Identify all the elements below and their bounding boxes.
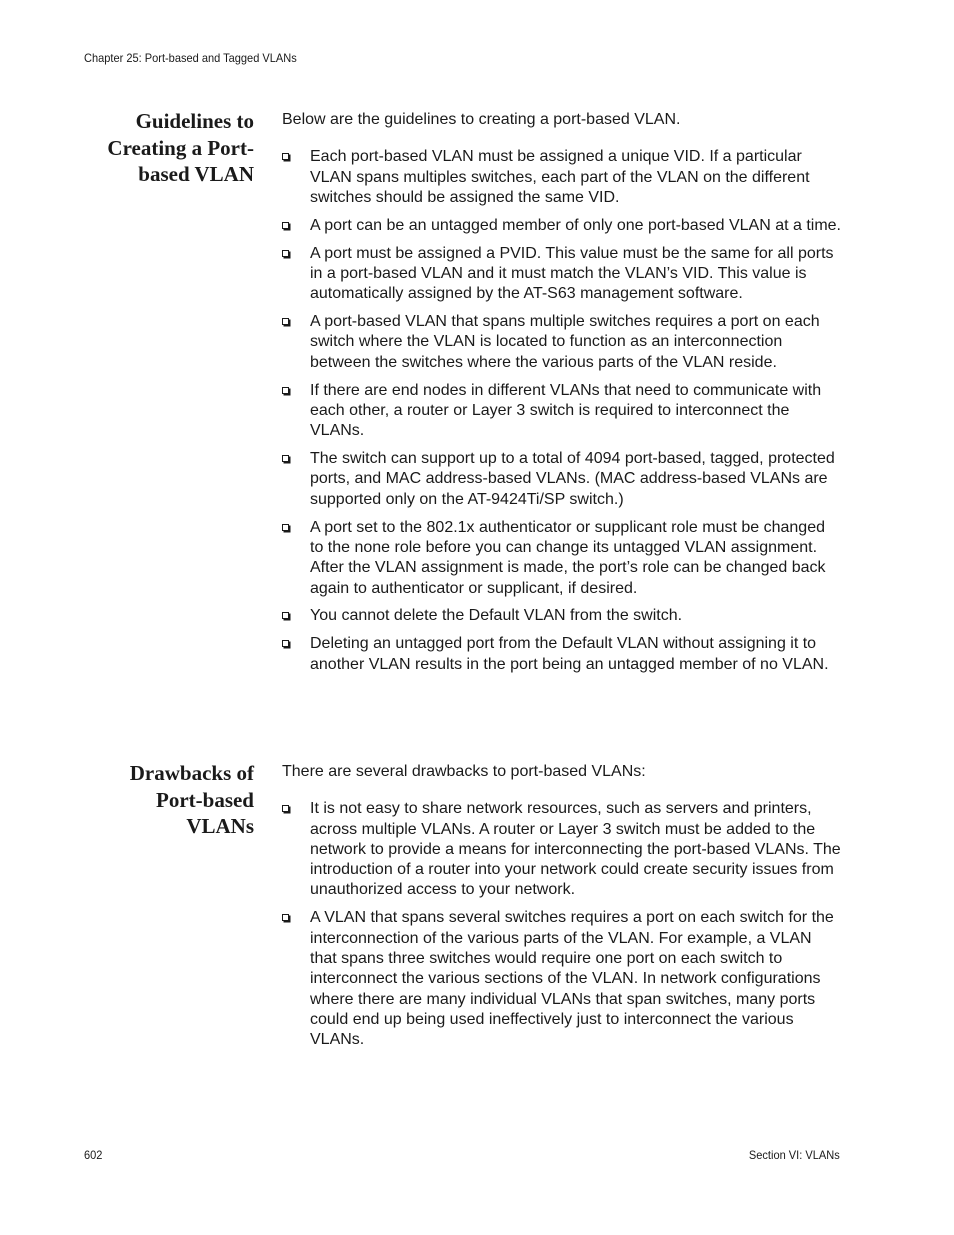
drawbacks-heading-line: VLANs [186, 814, 254, 838]
drawbacks-heading-line: Port-based [156, 787, 254, 812]
list-item [282, 518, 842, 599]
checkbox-square-icon [282, 250, 289, 257]
list-item [282, 449, 842, 510]
checkbox-square-icon [282, 805, 289, 812]
list-item-text: A port-based VLAN that spans multiple switches requires a port on each switch where the VLAN is located to function as an interconnection between the switches where the various parts of the VLAN reside. [310, 313, 820, 371]
checkbox-square-icon [282, 640, 289, 647]
checkbox-square-icon [282, 524, 289, 531]
list-item-text: It is not easy to share network resources, such as servers and printers, across multiple VLANs. A router or Layer 3 switch must be added to the network to provide a means for interconnecting the port-based VLANs. The introduction of a router into your network could create security issues from unauthorized access to your network. [310, 800, 841, 899]
drawbacks-list [282, 799, 842, 1050]
list-item [282, 799, 842, 900]
checkbox-square-icon [282, 455, 289, 462]
drawbacks-heading-line: Drawbacks of [129, 761, 254, 785]
guidelines-intro: Below are the guidelines to creating a port-based VLAN. [282, 111, 681, 128]
list-item-text: Deleting an untagged port from the Default VLAN without assigning it to another VLAN results in the port being an untagged member of no VLAN. [310, 635, 829, 673]
list-item-text: A port can be an untagged member of only one port-based VLAN at a time. [310, 216, 841, 234]
drawbacks-intro: There are several drawbacks to port-based VLANs: [282, 763, 646, 780]
guidelines-heading-line: Creating a Port- [107, 135, 254, 160]
list-item-text: The switch can support up to a total of 4094 port-based, tagged, protected ports, and MAC address-based VLANs. (MAC address-based VLANs are supported only on the AT-9424Ti/SP switch.) [310, 450, 835, 508]
list-item-text: A port set to the 802.1x authenticator or supplicant role must be changed to the none role before you can change its untagged VLAN assignment. After the VLAN assignment is made, the port’s role can be changed back again to authenticator or supplicant, if desired. [310, 518, 826, 597]
list-item [282, 634, 842, 675]
list-item-text: If there are end nodes in different VLANs that need to communicate with each other, a router or Layer 3 switch is required to interconnect the VLANs. [310, 381, 822, 440]
checkbox-square-icon [282, 612, 289, 619]
list-item [282, 244, 842, 305]
list-item-text: A port must be assigned a PVID. This value must be the same for all ports in a port-based VLAN and it must match the VLAN’s VID. This value is automatically assigned by the AT-S63 management software. [310, 244, 834, 303]
list-item [282, 147, 842, 208]
running-footer-section: Section VI: VLANs [749, 1148, 840, 1162]
guidelines-heading-line: based VLAN [138, 162, 254, 186]
checkbox-square-icon [282, 914, 289, 921]
list-item-text: Each port-based VLAN must be assigned a unique VID. If a particular VLAN spans multiples switches, each part of the VLAN on the different switches should be assigned the same VID. [310, 148, 810, 206]
checkbox-square-icon [282, 153, 289, 160]
list-item [282, 606, 842, 626]
list-item-text: You cannot delete the Default VLAN from the switch. [310, 607, 683, 625]
list-item [282, 312, 842, 373]
drawbacks-body [282, 760, 842, 1058]
running-header-chapter: Chapter 25: Port-based and Tagged VLANs [84, 51, 297, 65]
guidelines-heading [60, 108, 254, 188]
drawbacks-heading [60, 760, 254, 840]
list-item [282, 381, 842, 442]
list-item-text: A VLAN that spans several switches requires a port on each switch for the interconnection of the various parts of the VLAN. For example, a VLAN that spans three switches would require one port on each switch to interconnect the various sections of the VLAN. In network configurations where there are many individual VLANs that span switches, many ports could end up being used ineffectively just to interconnect the various VLANs. [310, 909, 834, 1049]
checkbox-square-icon [282, 318, 289, 325]
guidelines-list [282, 147, 842, 675]
list-item [282, 908, 842, 1050]
checkbox-square-icon [282, 387, 289, 394]
page-number: 602 [84, 1148, 103, 1162]
list-item [282, 216, 842, 236]
guidelines-body [282, 108, 842, 682]
guidelines-heading-line: Guidelines to [135, 109, 254, 133]
checkbox-square-icon [282, 222, 289, 229]
